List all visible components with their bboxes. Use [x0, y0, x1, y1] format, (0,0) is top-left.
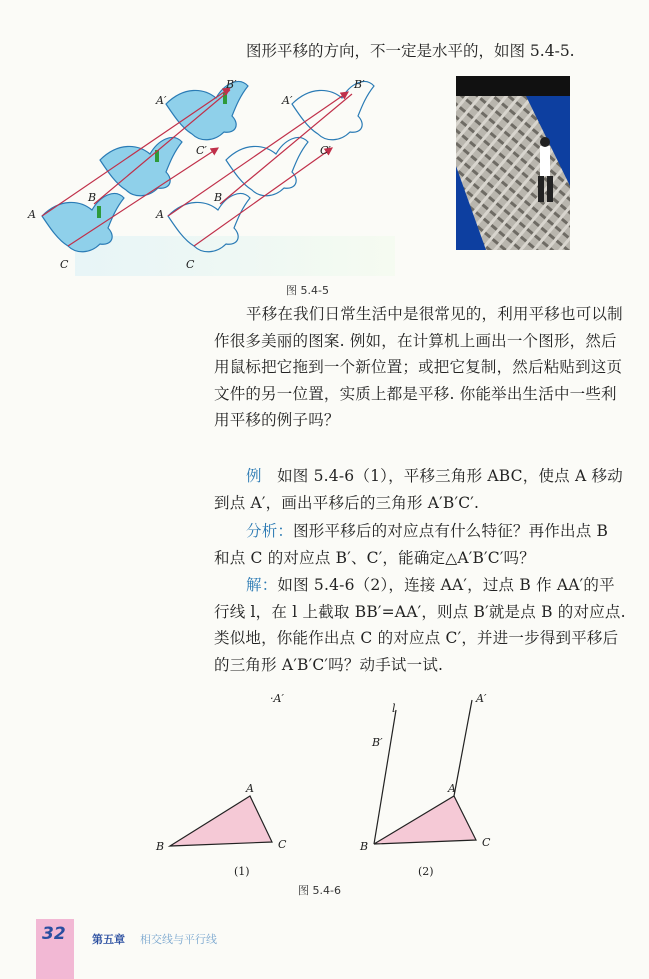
label-C-right: C — [186, 258, 195, 271]
line-AA-prime — [454, 700, 472, 796]
figure-5-4-5-birds — [20, 68, 420, 278]
fig-sub-1: (1) — [234, 865, 250, 878]
fig-sub-2: (2) — [418, 865, 434, 878]
label-Cprime-right: C′ — [320, 144, 331, 157]
label-C-left: C — [60, 258, 69, 271]
label-A-right: A — [156, 208, 164, 221]
fig2-label-C: C — [482, 836, 491, 849]
label-Bprime-right: B′ — [354, 78, 365, 91]
footer-chapter-title: 相交线与平行线 — [140, 933, 217, 946]
page-number: 32 — [42, 924, 66, 944]
label-Aprime-left: A′ — [156, 94, 167, 107]
label-Aprime-right: A′ — [282, 94, 293, 107]
example-text: 如图 5.4-6（1），平移三角形 ABC，使点 A 移动到点 A′，画出平移后的三角形 A′B′C′. — [214, 467, 623, 512]
fig2-label-Aprime: A′ — [476, 692, 487, 705]
solution-text: 如图 5.4-6（2），连接 AA′，过点 B 作 AA′的平行线 l，在 l 上截取 BB′=AA′，则点 B′就是点 B 的对应点. 类似地，你能作出点 C 的对应点 C′，并进一步得到平移后的三角形 A′B′C′吗？动手试一试. — [214, 576, 626, 674]
fig2-label-Bprime: B′ — [372, 736, 383, 749]
triangle-ABC-1 — [170, 796, 272, 846]
label-B-right: B — [214, 191, 223, 204]
triangle-ABC-2 — [374, 796, 476, 844]
label-Bprime-left: B′ — [226, 78, 237, 91]
escalator-photo — [456, 76, 570, 250]
label-B-left: B — [88, 191, 97, 204]
fig1-label-C: C — [278, 838, 287, 851]
example-label: 例 — [246, 467, 262, 485]
fig2-label-B: B — [360, 840, 369, 853]
outline-bird-2 — [226, 138, 308, 196]
fig2-label-l: l — [392, 702, 396, 715]
colored-bird-2 — [100, 138, 182, 196]
fig1-label-B: B — [156, 840, 165, 853]
intro-line: 图形平移的方向，不一定是水平的，如图 5.4-5. — [246, 42, 575, 60]
fig1-label-A: A — [246, 782, 254, 795]
figure-5-4-5-caption: 图 5.4-5 — [286, 284, 329, 297]
example-paragraph — [214, 463, 628, 516]
figure-5-4-6-caption: 图 5.4-6 — [298, 884, 341, 897]
solution-paragraph — [214, 572, 628, 678]
analysis-paragraph — [214, 518, 628, 571]
figure-5-4-6 — [150, 690, 510, 890]
paragraph-translation-everyday: 平移在我们日常生活中是很常见的，利用平移也可以制作很多美丽的图案. 例如，在计算机上画出一个图形，然后用鼠标把它拖到一个新位置；或把它复制，然后粘贴到这页文件的另一位置，实质上都是平移. 你能举出生活中一些利用平移的例子吗？ — [214, 305, 623, 429]
footer-chapter: 第五章 — [92, 933, 125, 946]
analysis-label: 分析： — [246, 522, 294, 540]
solution-label: 解： — [246, 576, 278, 594]
label-A-left: A — [28, 208, 36, 221]
analysis-text: 图形平移后的对应点有什么特征？再作出点 B 和点 C 的对应点 B′、C′，能确定△A′B′C′吗？ — [214, 522, 609, 567]
fig2-label-A: A — [448, 782, 456, 795]
line-l — [374, 710, 396, 844]
label-Cprime-left: C′ — [196, 144, 207, 157]
fig1-label-Aprime: ·A′ — [270, 692, 284, 705]
